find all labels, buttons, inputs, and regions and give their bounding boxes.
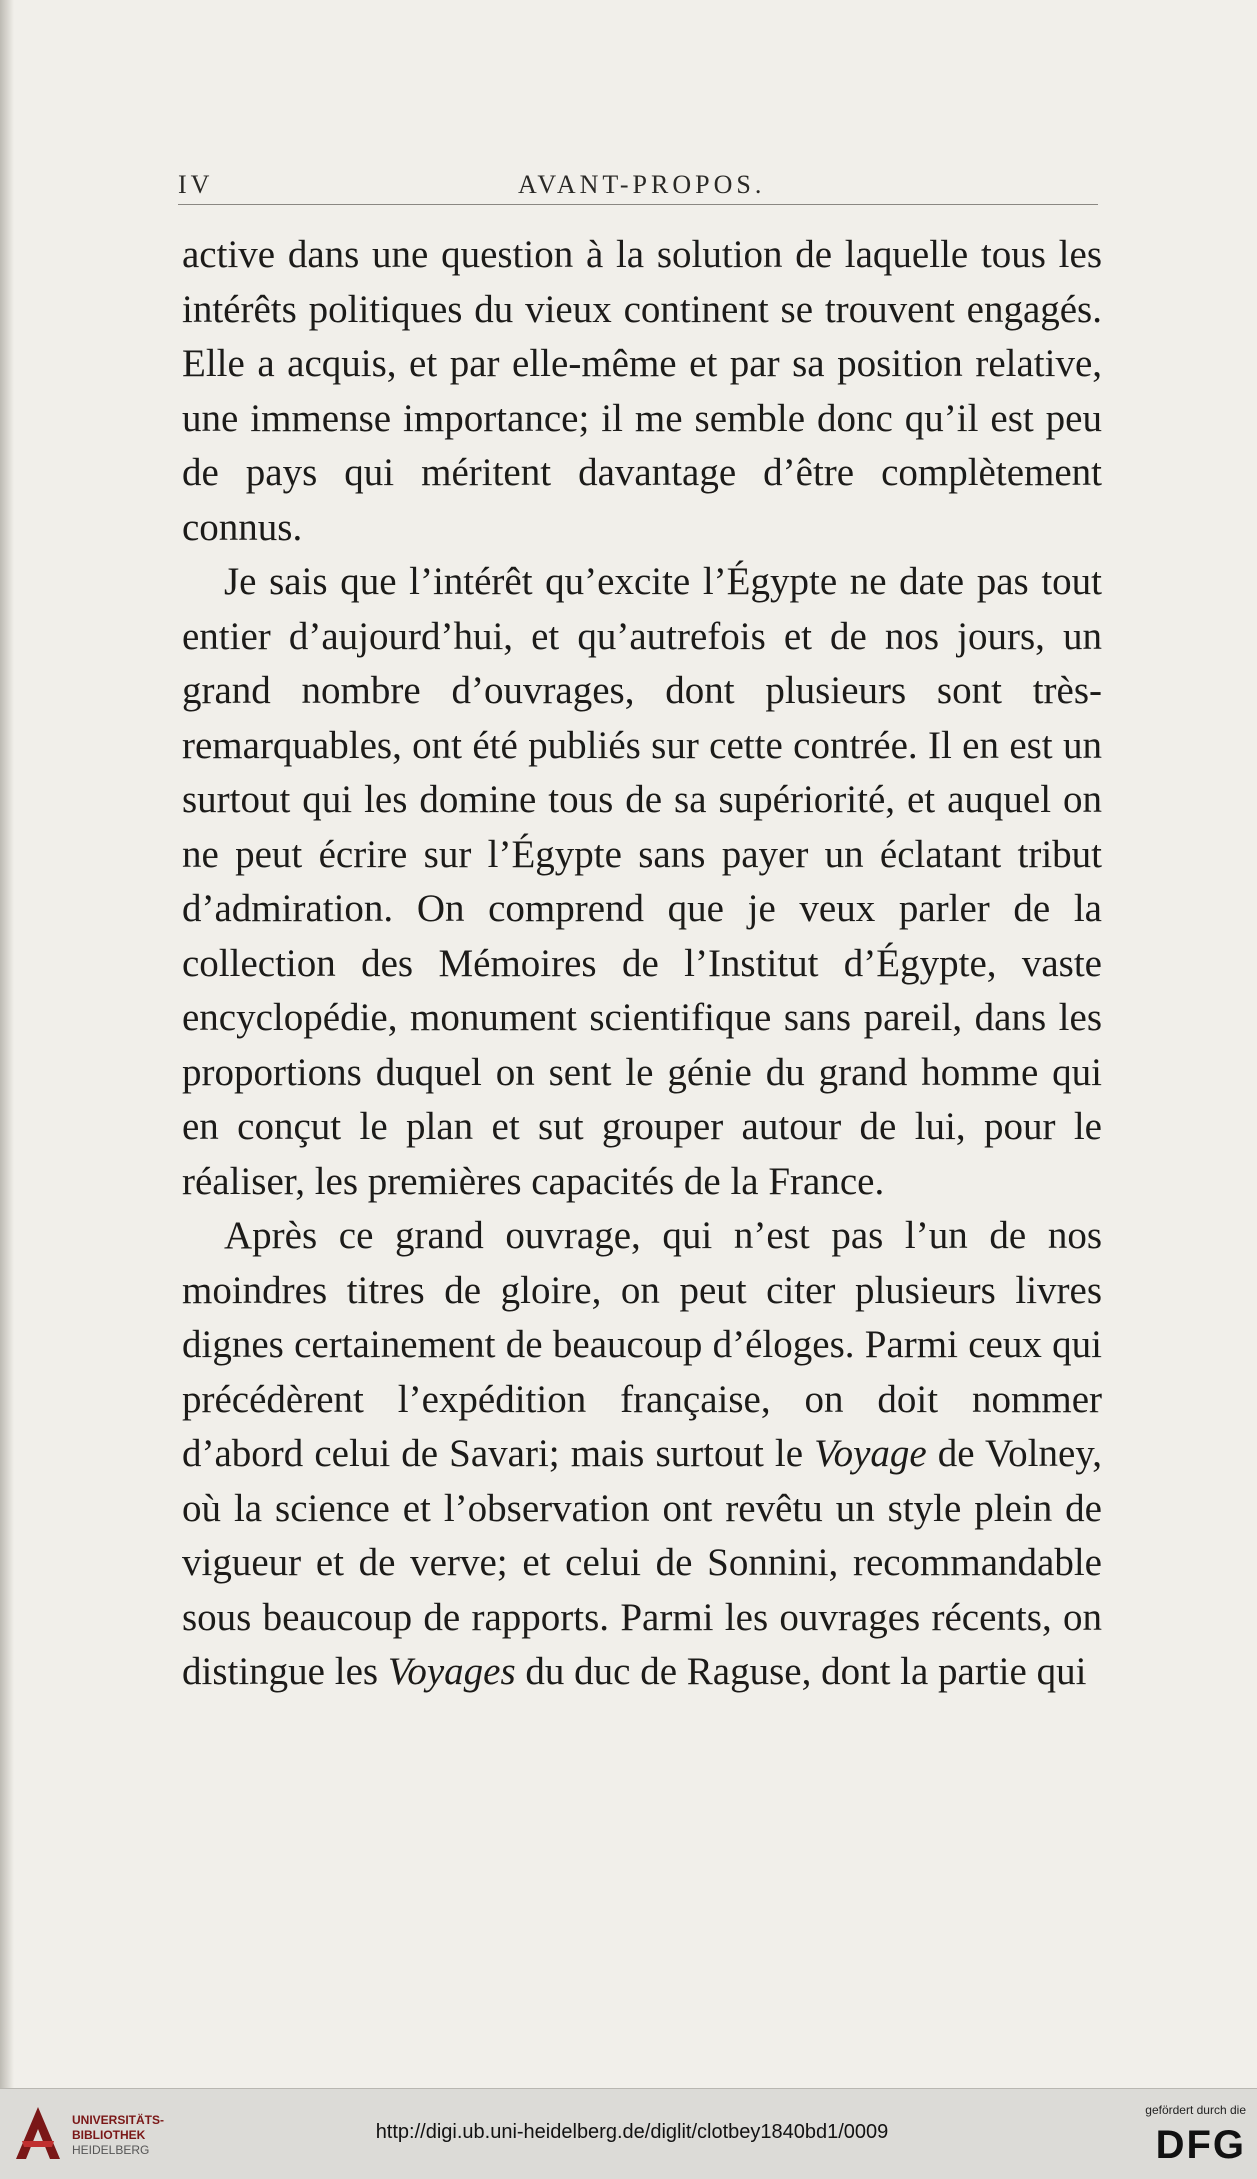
library-name[interactable] [72,2113,212,2158]
text-run: du duc de Raguse, dont la partie qui [515,1650,1087,1693]
paragraph [182,228,1102,555]
viewer-footer [0,2088,1257,2179]
library-name-line: UNIVERSITÄTS- [72,2113,165,2127]
library-name-line: BIBLIOTHEK [72,2128,146,2142]
text-run: de Volney, où la science et l’observation ont revêtu un style plein de vigueur et de verve; et celui de Sonnini, recommandable sous beaucoup de rapports. Parmi les ouvrages récents, on distingue les [182,1432,1102,1693]
italic-title: Voyages [387,1650,516,1693]
italic-title: Voyage [814,1432,927,1475]
text-run: Je sais que l’intérêt qu’excite l’Égypte ne date pas tout entier d’aujourd’hui, et qu’autrefois et de nos jours, un grand nombre d’ouvrages, dont plusieurs sont très-remarquables, ont été publiés sur cette contrée. Il en est un surtout qui les domine tous de sa supériorité, et auquel on ne peut écrire sur l’Égypte sans payer un éclatant tribut d’admiration. On comprend que je veux parler de la collection des Mémoires de l’Institut d’Égypte, vaste encyclopédie, monument scientifique sans pareil, dans les proportions duquel on sent le génie du grand homme qui en conçut le plan et sut grouper autour de lui, pour le réaliser, les premières capacités de la France. [182,560,1102,1203]
page-gutter-shadow [0,0,14,2088]
funding-note: gefördert durch die [1145,2103,1246,2117]
university-library-logo[interactable] [12,2101,64,2167]
paragraph [182,1209,1102,1700]
running-head [178,170,1098,210]
text-run: Après ce grand ouvrage, qui n’est pas l’un de nos moindres titres de gloire, on peut citer plusieurs livres dignes certainement de beaucoup d’éloges. Parmi ceux qui précédèrent l’expédition française, on doit nommer d’abord celui de Savari; mais surtout le [182,1214,1102,1475]
paragraph [182,555,1102,1209]
running-title: AVANT-PROPOS. [518,170,766,199]
text-run: active dans une question à la solution de laquelle tous les intérêts politiques du vieux continent se trouvent engagés. Elle a acquis, et par elle-même et par sa position relative, une immense importance; il me semble donc qu’il est peu de pays qui méritent davantage d’être complètement connus. [182,233,1102,549]
page-number: IV [178,170,214,199]
permalink-url[interactable]: http://digi.ub.uni-heidelberg.de/diglit/clotbey1840bd1/0009 [375,2121,889,2143]
header-rule [178,204,1098,205]
body-text [182,228,1102,1700]
library-name-line: HEIDELBERG [72,2143,150,2157]
dfg-logo[interactable]: DFG [1155,2123,1246,2167]
